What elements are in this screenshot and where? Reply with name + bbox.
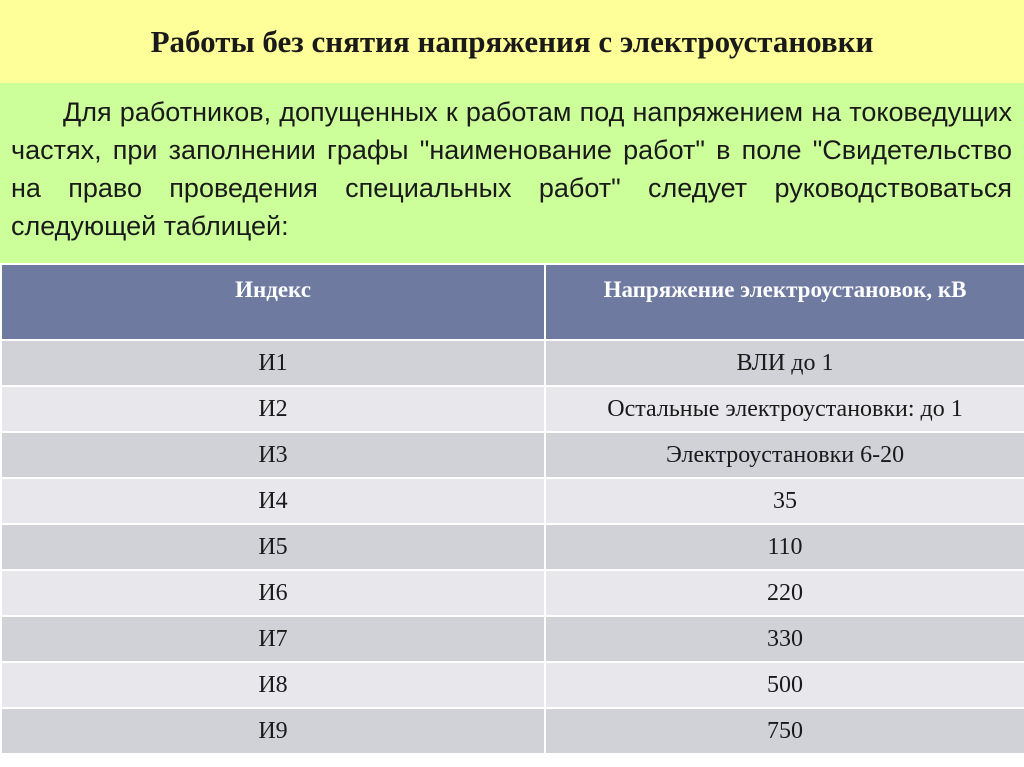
- table-row: [1, 708, 1024, 754]
- cell-voltage: 35: [545, 478, 1024, 524]
- header-index: Индекс: [1, 264, 545, 340]
- cell-index: И9: [1, 708, 545, 754]
- cell-voltage: Электроустановки 6-20: [545, 432, 1024, 478]
- table-row: [1, 524, 1024, 570]
- cell-voltage: ВЛИ до 1: [545, 340, 1024, 386]
- table-row: [1, 662, 1024, 708]
- cell-index: И5: [1, 524, 545, 570]
- table-row: [1, 340, 1024, 386]
- cell-index: И6: [1, 570, 545, 616]
- cell-index: И4: [1, 478, 545, 524]
- cell-voltage: Остальные электроустановки: до 1: [545, 386, 1024, 432]
- intro-paragraph: Для работников, допущенных к работам под напряжением на токоведущих частях, при заполнении графы "наименование работ" в поле "Свидетельство на право проведения специальных работ" следует руководствоваться следующей таблицей:: [0, 83, 1024, 264]
- table-row: [1, 616, 1024, 662]
- cell-index: И3: [1, 432, 545, 478]
- cell-index: И2: [1, 386, 545, 432]
- cell-index: И8: [1, 662, 545, 708]
- page-title: Работы без снятия напряжения с электроустановки: [0, 0, 1024, 83]
- header-voltage: Напряжение электроустановок, кВ: [545, 264, 1024, 340]
- cell-voltage: 220: [545, 570, 1024, 616]
- table-row: [1, 478, 1024, 524]
- cell-voltage: 110: [545, 524, 1024, 570]
- table-row: [1, 432, 1024, 478]
- cell-voltage: 500: [545, 662, 1024, 708]
- cell-index: И1: [1, 340, 545, 386]
- table-header-row: [1, 264, 1024, 340]
- cell-index: И7: [1, 616, 545, 662]
- table-row: [1, 386, 1024, 432]
- cell-voltage: 330: [545, 616, 1024, 662]
- table-row: [1, 570, 1024, 616]
- cell-voltage: 750: [545, 708, 1024, 754]
- voltage-index-table: [0, 263, 1024, 755]
